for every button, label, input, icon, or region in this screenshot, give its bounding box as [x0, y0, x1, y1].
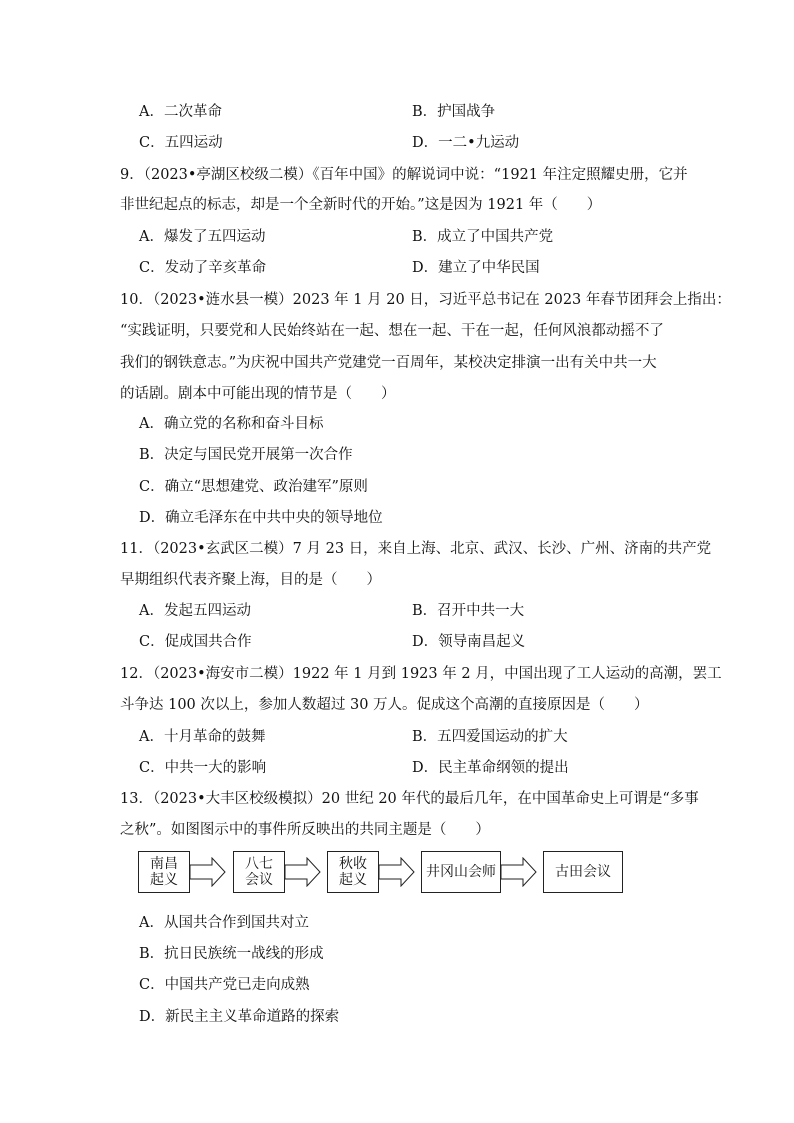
q8-option-d: D．一二•九运动	[412, 135, 520, 151]
q10-option-a: A．确立党的名称和奋斗目标	[139, 416, 324, 432]
q11-option-b: B．召开中共一大	[412, 603, 525, 619]
flow-box-autumn-harvest-uprising	[327, 851, 379, 893]
flow-box-5-label: 古田会议	[555, 864, 611, 880]
q9-option-d: D．建立了中华民国	[412, 260, 540, 276]
q13-flow-diagram	[138, 851, 658, 895]
flow-box-4-label: 井冈山会师	[426, 864, 496, 880]
q8-option-a: A．二次革命	[139, 104, 222, 120]
q9-stem-line1: 9．（2023•亭湖区校级二模）《百年中国》的解说词中说：“1921 年注定照耀史册，它并	[120, 167, 688, 183]
q10-option-d: D．确立毛泽东在中共中央的领导地位	[139, 510, 383, 526]
flow-box-gutian-meeting	[543, 851, 623, 893]
flow-arrow-icon	[501, 857, 537, 887]
q13-option-d: D．新民主主义革命道路的探索	[139, 1009, 340, 1025]
flow-box-nanchang-uprising	[138, 851, 190, 893]
flow-box-1-line1: 南昌	[150, 856, 178, 872]
flow-box-3-line1: 秋收	[339, 856, 367, 872]
q12-stem-line2: 斗争达 100 次以上，参加人数超过 30 万人。促成这个高潮的直接原因是（ ）	[120, 697, 649, 713]
q8-option-c: C．五四运动	[139, 135, 223, 151]
q9-option-b: B．成立了中国共产党	[412, 229, 554, 245]
flow-arrow-icon	[379, 857, 415, 887]
q12-option-a: A．十月革命的鼓舞	[139, 729, 266, 745]
q10-stem-line4: 的话剧。剧本中可能出现的情节是（ ）	[120, 386, 396, 402]
q13-stem-line2: 之秋”。如图图示中的事件所反映出的共同主题是（ ）	[120, 822, 490, 838]
flow-arrow-icon	[190, 857, 226, 887]
q10-stem-line2: “实践证明，只要党和人民始终站在一起、想在一起、干在一起，任何风浪都动摇不了	[120, 323, 664, 339]
q12-option-d: D．民主革命纲领的提出	[412, 760, 569, 776]
q13-option-c: C．中国共产党已走向成熟	[139, 977, 310, 993]
q11-option-d: D．领导南昌起义	[412, 634, 526, 650]
q11-option-c: C．促成国共合作	[139, 634, 252, 650]
q11-option-a: A．发起五四运动	[139, 603, 251, 619]
q11-stem-line2: 早期组织代表齐聚上海，目的是（ ）	[120, 572, 381, 588]
q12-option-b: B．五四爱国运动的扩大	[412, 729, 568, 745]
flow-box-august-7-meeting	[233, 851, 285, 893]
q10-stem-line3: 我们的钢铁意志。”为庆祝中国共产党建党一百周年，某校决定排演一出有关中共一大	[120, 355, 657, 371]
q9-stem-line2: 非世纪起点的标志，却是一个全新时代的开始。”这是因为 1921 年（ ）	[120, 197, 602, 213]
flow-box-2-line2: 会议	[245, 872, 273, 888]
q11-stem-line1: 11．（2023•玄武区二模）7 月 23 日，来自上海、北京、武汉、长沙、广州、济南的共产党	[120, 541, 712, 557]
flow-box-3-line2: 起义	[339, 872, 367, 888]
q13-stem-line1: 13．（2023•大丰区校级模拟）20 世纪 20 年代的最后几年，在中国革命史上可谓是“多事	[120, 791, 699, 807]
q9-option-a: A．爆发了五四运动	[139, 229, 266, 245]
q9-option-c: C．发动了辛亥革命	[139, 260, 267, 276]
q12-stem-line1: 12．（2023•海安市二模）1922 年 1 月到 1923 年 2 月，中国出现了工人运动的高潮，罢工	[120, 666, 722, 682]
q13-option-a: A．从国共合作到国共对立	[139, 915, 309, 931]
q10-option-c: C．确立“思想建党、政治建军”原则	[139, 479, 368, 495]
q8-option-b: B．护国战争	[412, 104, 496, 120]
q12-option-c: C．中共一大的影响	[139, 760, 267, 776]
flow-box-jinggangshan	[421, 851, 501, 893]
q10-option-b: B．决定与国民党开展第一次合作	[139, 447, 353, 463]
q10-stem-line1: 10．（2023•涟水县一模）2023 年 1 月 20 日，习近平总书记在 2023 年春节团拜会上指出：	[120, 292, 731, 308]
q13-option-b: B．抗日民族统一战线的形成	[139, 946, 324, 962]
flow-arrow-icon	[285, 857, 321, 887]
flow-box-1-line2: 起义	[150, 872, 178, 888]
flow-box-2-line1: 八七	[245, 856, 273, 872]
